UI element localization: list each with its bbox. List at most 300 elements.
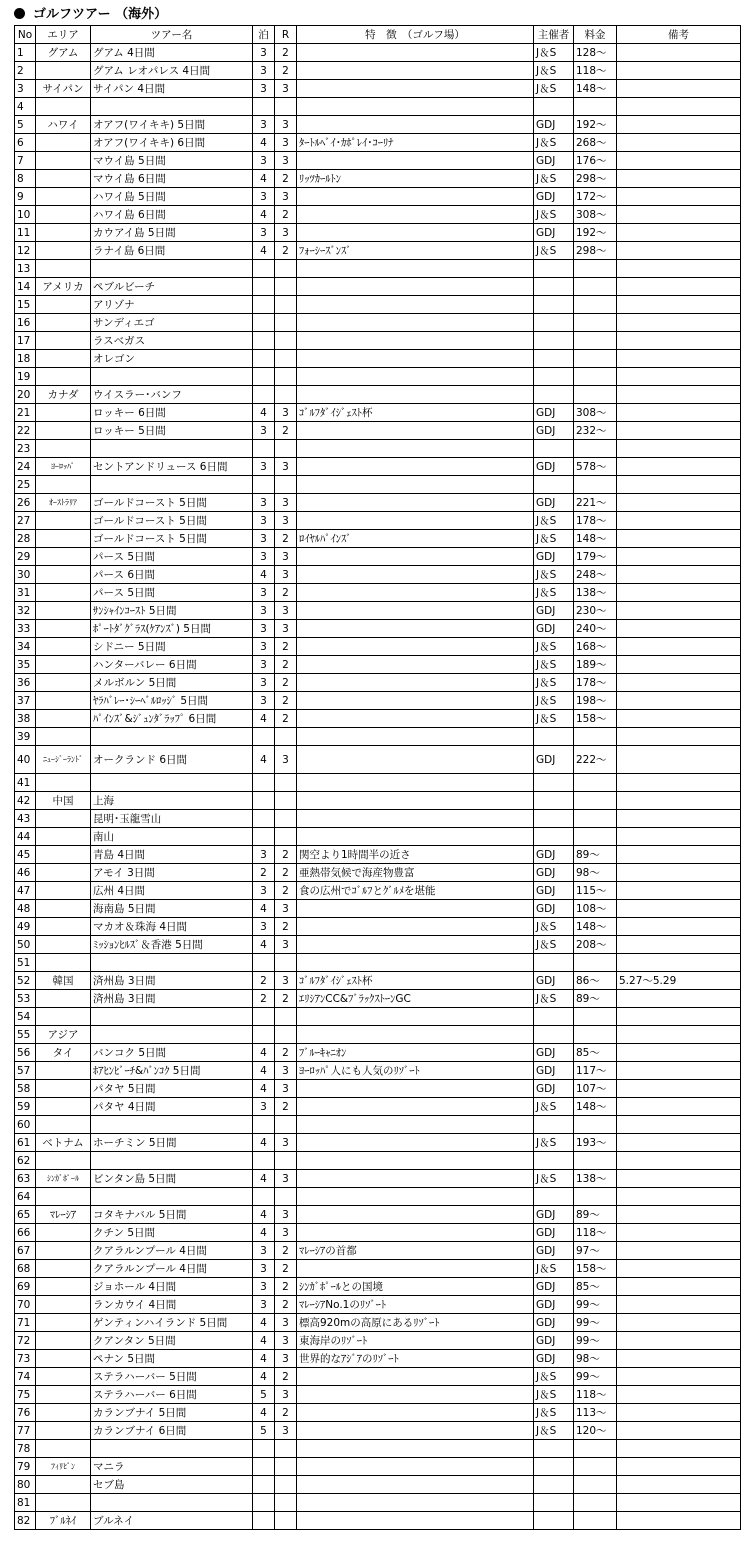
cell-area: タイ (36, 1044, 91, 1062)
cell-nights: 3 (253, 602, 275, 620)
cell-nights: 4 (253, 710, 275, 728)
cell-rounds (275, 1458, 297, 1476)
cell-area: ﾆｭｰｼﾞｰﾗﾝﾄﾞ (36, 746, 91, 774)
page-title-text: ゴルフツアー （海外） (33, 7, 168, 22)
cell-nights: 3 (253, 846, 275, 864)
cell-no: 68 (15, 1260, 36, 1278)
cell-no: 11 (15, 224, 36, 242)
cell-area (36, 674, 91, 692)
cell-feature (297, 584, 534, 602)
cell-area (36, 62, 91, 80)
cell-area (36, 1314, 91, 1332)
cell-note (617, 1044, 741, 1062)
cell-price: 107～ (574, 1080, 617, 1098)
cell-tour-name: ﾐｯｼｮﾝﾋﾙｽﾞ＆香港 5日間 (91, 936, 253, 954)
cell-area (36, 332, 91, 350)
cell-note (617, 242, 741, 260)
cell-note (617, 548, 741, 566)
cell-organizer: GDJ (534, 1278, 574, 1296)
cell-note (617, 62, 741, 80)
cell-tour-name: クチン 5日間 (91, 1224, 253, 1242)
cell-organizer (534, 1458, 574, 1476)
cell-tour-name (91, 1440, 253, 1458)
cell-price: 118～ (574, 1386, 617, 1404)
cell-area (36, 1278, 91, 1296)
cell-nights (253, 1512, 275, 1530)
cell-tour-name: カランブナイ 5日間 (91, 1404, 253, 1422)
table-row (15, 900, 741, 918)
cell-nights (253, 98, 275, 116)
cell-rounds: 3 (275, 134, 297, 152)
cell-nights (253, 314, 275, 332)
cell-area (36, 1080, 91, 1098)
cell-organizer: GDJ (534, 1242, 574, 1260)
cell-price: 230～ (574, 602, 617, 620)
cell-rounds: 3 (275, 566, 297, 584)
table-row (15, 774, 741, 792)
table-row (15, 548, 741, 566)
cell-rounds (275, 1476, 297, 1494)
table-row (15, 936, 741, 954)
cell-organizer: J＆S (534, 1260, 574, 1278)
cell-feature (297, 278, 534, 296)
cell-price: 268～ (574, 134, 617, 152)
cell-organizer: GDJ (534, 882, 574, 900)
cell-organizer (534, 1026, 574, 1044)
table-row (15, 512, 741, 530)
cell-tour-name: パース 5日間 (91, 584, 253, 602)
cell-rounds (275, 1188, 297, 1206)
cell-tour-name (91, 1116, 253, 1134)
cell-nights: 3 (253, 918, 275, 936)
cell-rounds: 2 (275, 1044, 297, 1062)
cell-organizer: J＆S (534, 1134, 574, 1152)
cell-note (617, 674, 741, 692)
cell-tour-name: グアム レオパレス 4日間 (91, 62, 253, 80)
cell-area: アメリカ (36, 278, 91, 296)
cell-area (36, 1404, 91, 1422)
table-row (15, 710, 741, 728)
table-row (15, 1350, 741, 1368)
cell-tour-name: ハンターバレー 6日間 (91, 656, 253, 674)
cell-feature (297, 422, 534, 440)
cell-feature (297, 728, 534, 746)
cell-rounds: 3 (275, 1206, 297, 1224)
cell-nights: 4 (253, 1080, 275, 1098)
cell-nights (253, 954, 275, 972)
cell-feature (297, 206, 534, 224)
cell-rounds: 3 (275, 494, 297, 512)
cell-nights: 3 (253, 512, 275, 530)
table-row (15, 1494, 741, 1512)
table-row (15, 476, 741, 494)
cell-area: ﾌﾞﾙﾈｲ (36, 1512, 91, 1530)
cell-nights: 3 (253, 494, 275, 512)
cell-rounds: 2 (275, 864, 297, 882)
table-row (15, 350, 741, 368)
cell-no: 37 (15, 692, 36, 710)
cell-note (617, 1134, 741, 1152)
cell-note (617, 476, 741, 494)
cell-price: 168～ (574, 638, 617, 656)
cell-feature (297, 656, 534, 674)
cell-price: 98～ (574, 864, 617, 882)
cell-nights (253, 296, 275, 314)
cell-feature: ﾌｫｰｼｰｽﾞﾝｽﾞ (297, 242, 534, 260)
cell-note (617, 260, 741, 278)
cell-price (574, 278, 617, 296)
cell-note (617, 1026, 741, 1044)
cell-no: 16 (15, 314, 36, 332)
cell-no: 36 (15, 674, 36, 692)
cell-feature (297, 1206, 534, 1224)
cell-tour-name: アリゾナ (91, 296, 253, 314)
cell-rounds: 3 (275, 936, 297, 954)
cell-organizer (534, 1188, 574, 1206)
cell-rounds: 2 (275, 674, 297, 692)
cell-no: 42 (15, 792, 36, 810)
cell-note (617, 828, 741, 846)
cell-feature (297, 314, 534, 332)
cell-area (36, 170, 91, 188)
cell-nights: 4 (253, 134, 275, 152)
cell-tour-name: セブ島 (91, 1476, 253, 1494)
cell-no: 34 (15, 638, 36, 656)
cell-feature (297, 792, 534, 810)
cell-note (617, 278, 741, 296)
cell-price: 176～ (574, 152, 617, 170)
cell-rounds: 2 (275, 206, 297, 224)
cell-rounds (275, 332, 297, 350)
cell-tour-name: ペナン 5日間 (91, 1350, 253, 1368)
cell-nights: 4 (253, 1206, 275, 1224)
cell-organizer: GDJ (534, 458, 574, 476)
cell-nights: 2 (253, 972, 275, 990)
cell-price: 192～ (574, 116, 617, 134)
cell-area (36, 1116, 91, 1134)
table-row (15, 972, 741, 990)
cell-nights: 3 (253, 80, 275, 98)
cell-note (617, 638, 741, 656)
cell-no: 75 (15, 1386, 36, 1404)
cell-tour-name: ペブルビーチ (91, 278, 253, 296)
cell-tour-name: ﾎｱﾋﾝﾋﾞｰﾁ&ﾊﾞﾝｺｸ 5日間 (91, 1062, 253, 1080)
table-row (15, 386, 741, 404)
cell-area (36, 1476, 91, 1494)
cell-note (617, 1494, 741, 1512)
cell-tour-name: ホーチミン 5日間 (91, 1134, 253, 1152)
cell-nights: 4 (253, 170, 275, 188)
cell-price (574, 386, 617, 404)
cell-feature (297, 440, 534, 458)
cell-rounds: 2 (275, 1404, 297, 1422)
cell-rounds (275, 98, 297, 116)
cell-feature (297, 512, 534, 530)
cell-nights: 4 (253, 900, 275, 918)
table-row (15, 1080, 741, 1098)
cell-note (617, 350, 741, 368)
cell-area: ベトナム (36, 1134, 91, 1152)
cell-organizer (534, 954, 574, 972)
cell-nights (253, 1008, 275, 1026)
cell-price: 578～ (574, 458, 617, 476)
cell-rounds: 3 (275, 1224, 297, 1242)
cell-area (36, 548, 91, 566)
cell-price (574, 1116, 617, 1134)
cell-area (36, 350, 91, 368)
cell-price: 179～ (574, 548, 617, 566)
table-row (15, 1386, 741, 1404)
cell-rounds: 2 (275, 656, 297, 674)
cell-tour-name: 済州島 3日間 (91, 972, 253, 990)
cell-feature (297, 1152, 534, 1170)
cell-area (36, 422, 91, 440)
cell-area (36, 134, 91, 152)
cell-price: 240～ (574, 620, 617, 638)
header-nights: 泊 (253, 26, 275, 44)
cell-area: サイパン (36, 80, 91, 98)
cell-price (574, 296, 617, 314)
cell-tour-name: クアラルンプール 4日間 (91, 1242, 253, 1260)
cell-organizer (534, 1494, 574, 1512)
cell-feature (297, 350, 534, 368)
cell-price: 178～ (574, 512, 617, 530)
cell-organizer: GDJ (534, 1044, 574, 1062)
cell-no: 64 (15, 1188, 36, 1206)
cell-note (617, 530, 741, 548)
table-row (15, 152, 741, 170)
cell-feature (297, 332, 534, 350)
table-row (15, 278, 741, 296)
cell-feature (297, 936, 534, 954)
cell-area (36, 918, 91, 936)
cell-rounds: 2 (275, 1260, 297, 1278)
cell-area (36, 1062, 91, 1080)
cell-tour-name: 昆明･玉龍雪山 (91, 810, 253, 828)
cell-tour-name: ジョホール 4日間 (91, 1278, 253, 1296)
cell-nights (253, 828, 275, 846)
cell-nights (253, 1440, 275, 1458)
cell-rounds: 2 (275, 1098, 297, 1116)
cell-feature (297, 44, 534, 62)
cell-feature (297, 116, 534, 134)
cell-feature (297, 566, 534, 584)
cell-organizer: GDJ (534, 620, 574, 638)
cell-area (36, 1242, 91, 1260)
cell-price (574, 1008, 617, 1026)
cell-tour-name: ラスベガス (91, 332, 253, 350)
cell-feature (297, 710, 534, 728)
cell-nights (253, 1494, 275, 1512)
cell-organizer: GDJ (534, 846, 574, 864)
cell-no: 33 (15, 620, 36, 638)
cell-no: 13 (15, 260, 36, 278)
cell-note (617, 1332, 741, 1350)
cell-price: 192～ (574, 224, 617, 242)
cell-feature (297, 1026, 534, 1044)
cell-feature: ｼﾝｶﾞﾎﾟｰﾙとの国境 (297, 1278, 534, 1296)
cell-area: カナダ (36, 386, 91, 404)
page-title (14, 6, 167, 24)
cell-organizer: J＆S (534, 1386, 574, 1404)
cell-price: 86～ (574, 972, 617, 990)
cell-tour-name: ハワイ島 5日間 (91, 188, 253, 206)
cell-price: 189～ (574, 656, 617, 674)
cell-price (574, 792, 617, 810)
cell-no: 78 (15, 1440, 36, 1458)
cell-note (617, 368, 741, 386)
cell-rounds: 2 (275, 638, 297, 656)
cell-rounds: 2 (275, 422, 297, 440)
table-row (15, 422, 741, 440)
cell-area (36, 1152, 91, 1170)
cell-rounds: 3 (275, 602, 297, 620)
cell-nights: 4 (253, 242, 275, 260)
cell-organizer: J＆S (534, 936, 574, 954)
cell-price (574, 828, 617, 846)
cell-note (617, 386, 741, 404)
cell-price (574, 98, 617, 116)
cell-tour-name: ステラハーバー 6日間 (91, 1386, 253, 1404)
cell-no: 60 (15, 1116, 36, 1134)
table-row (15, 1224, 741, 1242)
cell-feature (297, 80, 534, 98)
cell-note (617, 1368, 741, 1386)
cell-area (36, 990, 91, 1008)
cell-tour-name (91, 260, 253, 278)
cell-note (617, 188, 741, 206)
cell-rounds (275, 1008, 297, 1026)
cell-tour-name: ハワイ島 6日間 (91, 206, 253, 224)
cell-nights (253, 1152, 275, 1170)
cell-price: 221～ (574, 494, 617, 512)
cell-note (617, 1278, 741, 1296)
cell-area: ｼﾝｶﾞﾎﾟｰﾙ (36, 1170, 91, 1188)
cell-price: 308～ (574, 404, 617, 422)
cell-feature: ｴﾘｼｱﾝCC&ﾌﾞﾗｯｸｽﾄｰﾝGC (297, 990, 534, 1008)
cell-price: 248～ (574, 566, 617, 584)
table-row (15, 918, 741, 936)
cell-area (36, 1296, 91, 1314)
cell-feature: ﾌﾞﾙｰｷｬﾆｵﾝ (297, 1044, 534, 1062)
cell-price: 198～ (574, 692, 617, 710)
cell-price (574, 332, 617, 350)
cell-area (36, 1440, 91, 1458)
cell-nights: 4 (253, 1404, 275, 1422)
cell-feature (297, 674, 534, 692)
cell-feature (297, 1422, 534, 1440)
cell-no: 65 (15, 1206, 36, 1224)
cell-tour-name: ﾔﾗﾊﾞﾚｰ･ｼｰﾍﾞﾙﾛｯｼﾞ 5日間 (91, 692, 253, 710)
cell-no: 40 (15, 746, 36, 774)
cell-price: 99～ (574, 1314, 617, 1332)
cell-nights: 4 (253, 1062, 275, 1080)
cell-feature (297, 1368, 534, 1386)
cell-organizer: GDJ (534, 1062, 574, 1080)
cell-organizer: J＆S (534, 134, 574, 152)
cell-feature (297, 774, 534, 792)
cell-price: 117～ (574, 1062, 617, 1080)
cell-no: 81 (15, 1494, 36, 1512)
cell-nights: 3 (253, 638, 275, 656)
table-row (15, 1188, 741, 1206)
cell-organizer (534, 792, 574, 810)
cell-note (617, 1260, 741, 1278)
cell-no: 79 (15, 1458, 36, 1476)
cell-nights (253, 1116, 275, 1134)
cell-note (617, 900, 741, 918)
table-row (15, 224, 741, 242)
cell-note (617, 792, 741, 810)
table-row (15, 692, 741, 710)
cell-rounds (275, 828, 297, 846)
cell-nights: 2 (253, 990, 275, 1008)
cell-rounds: 3 (275, 1170, 297, 1188)
cell-organizer: J＆S (534, 638, 574, 656)
cell-tour-name (91, 368, 253, 386)
table-row (15, 260, 741, 278)
cell-note (617, 440, 741, 458)
cell-no: 24 (15, 458, 36, 476)
cell-organizer (534, 774, 574, 792)
cell-tour-name: ﾊﾟｲﾝｽﾞ&ｼﾞｭﾝﾀﾞﾗｯﾌﾟ 6日間 (91, 710, 253, 728)
cell-rounds (275, 368, 297, 386)
cell-area (36, 1260, 91, 1278)
cell-price (574, 774, 617, 792)
table-row (15, 620, 741, 638)
cell-rounds: 3 (275, 1134, 297, 1152)
cell-organizer (534, 1116, 574, 1134)
cell-nights: 3 (253, 1098, 275, 1116)
cell-no: 61 (15, 1134, 36, 1152)
cell-feature (297, 458, 534, 476)
cell-organizer (534, 260, 574, 278)
table-row (15, 1458, 741, 1476)
cell-nights (253, 792, 275, 810)
cell-rounds: 3 (275, 620, 297, 638)
table-row (15, 584, 741, 602)
cell-tour-name: ゴールドコースト 5日間 (91, 494, 253, 512)
cell-no: 41 (15, 774, 36, 792)
cell-nights: 4 (253, 746, 275, 774)
cell-nights: 4 (253, 1044, 275, 1062)
cell-tour-name: ｻﾝｼｬｲﾝｺｰｽﾄ 5日間 (91, 602, 253, 620)
cell-price (574, 1440, 617, 1458)
cell-no: 43 (15, 810, 36, 828)
cell-no: 14 (15, 278, 36, 296)
cell-no: 20 (15, 386, 36, 404)
table-row (15, 494, 741, 512)
cell-feature (297, 1260, 534, 1278)
cell-note (617, 134, 741, 152)
cell-tour-name: セントアンドリュース 6日間 (91, 458, 253, 476)
cell-nights: 3 (253, 224, 275, 242)
cell-note (617, 566, 741, 584)
cell-no: 21 (15, 404, 36, 422)
cell-nights: 3 (253, 1260, 275, 1278)
cell-nights: 3 (253, 530, 275, 548)
cell-nights: 4 (253, 404, 275, 422)
cell-feature: 東海岸のﾘｿﾞｰﾄ (297, 1332, 534, 1350)
cell-nights: 4 (253, 1170, 275, 1188)
cell-rounds (275, 1512, 297, 1530)
cell-price: 89～ (574, 990, 617, 1008)
cell-organizer: GDJ (534, 972, 574, 990)
table-row (15, 1116, 741, 1134)
cell-no: 39 (15, 728, 36, 746)
cell-tour-name: アモイ 3日間 (91, 864, 253, 882)
cell-price: 148～ (574, 918, 617, 936)
